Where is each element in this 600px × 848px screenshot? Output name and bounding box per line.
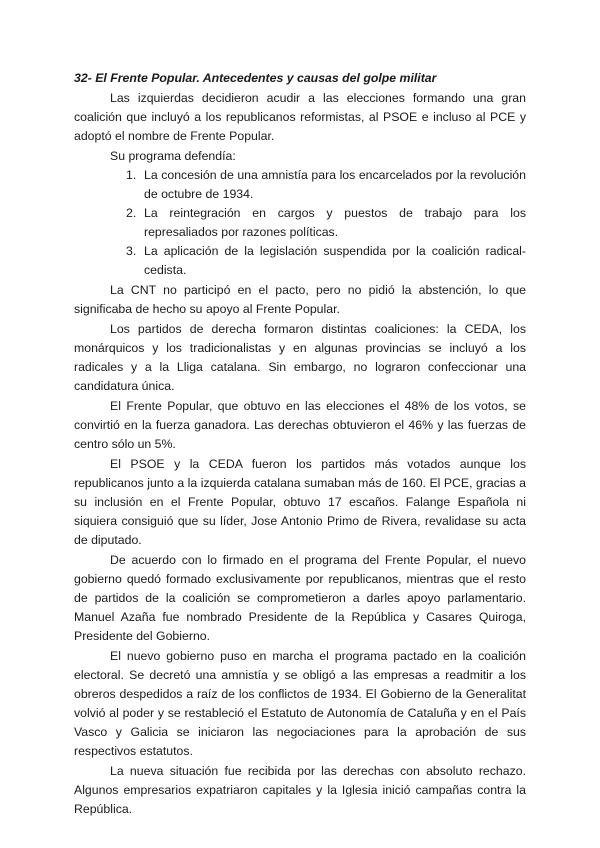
program-item-text: La aplicación de la legislación suspendida por la coalición radical-cedista. — [144, 244, 526, 277]
program-item — [74, 242, 526, 280]
intro-paragraph: Las izquierdas decidieron acudir a las elecciones formando una gran coalición que incluyó a los republicanos reformistas, al PSOE e incluso al PCE y adoptó el nombre de Frente Popular. — [74, 91, 526, 143]
program-lead: Su programa defendía: — [110, 149, 236, 163]
page-title: 32- El Frente Popular. Antecedentes y causas del golpe militar — [74, 71, 437, 85]
program-item-text: La concesión de una amnistía para los encarcelados por la revolución de octubre de 1934. — [144, 168, 526, 201]
paragraph-government-program: El nuevo gobierno puso en marcha el programa pactado en la coalición electoral. Se decretó una amnistía y se obligó a las empresas a readmitir a los obreros despedidos a raíz de los conflictos de 1934. El Gobierno de la Generalitat volvió al poder y se restableció el Estatuto de Autonomía de Cataluña y en el País Vasco y Galicia se iniciaron las negociaciones para la aprobación de sus respectivos estatutos. — [74, 649, 526, 758]
document-page — [74, 69, 526, 820]
paragraph-right-coalitions: Los partidos de derecha formaron distintas coaliciones: la CEDA, los monárquicos y los tradicionalistas y en algunas provincias se incluyó a los radicales y a la Lliga catalana. Sin embargo, no lograron confeccionar una candidatura única. — [74, 322, 526, 393]
program-item-number: 2. — [126, 206, 137, 220]
program-item — [74, 204, 526, 242]
program-item-number: 1. — [126, 168, 137, 182]
paragraph-new-government: De acuerdo con lo firmado en el programa del Frente Popular, el nuevo gobierno quedó formado exclusivamente por republicanos, mientras que el resto de partidos de la coalición se comprometieron a darles apoyo parlamentario. Manuel Azaña fue nombrado Presidente de la República y Casares Quiroga, Presidente del Gobierno. — [74, 553, 526, 643]
paragraph-party-votes: El PSOE y la CEDA fueron los partidos más votados aunque los republicanos junto a la izquierda catalana sumaban más de 160. El PCE, gracias a su inclusión en el Frente Popular, obtuvo 17 escaños. Falange Española ni siquiera consiguió que su líder, Jose Antonio Primo de Rivera, revalidase su acta de diputado. — [74, 457, 526, 547]
program-item — [74, 166, 526, 204]
paragraph-election-results: El Frente Popular, que obtuvo en las elecciones el 48% de los votos, se convirtió en la fuerza ganadora. Las derechas obtuvieron el 46% y las fuerzas de centro sólo un 5%. — [74, 399, 526, 451]
paragraph-right-reaction: La nueva situación fue recibida por las derechas con absoluto rechazo. Algunos empresarios expatriaron capitales y la Iglesia inició campañas contra la República. — [74, 764, 526, 816]
paragraph-cnt: La CNT no participó en el pacto, pero no pidió la abstención, lo que significaba de hecho su apoyo al Frente Popular. — [74, 283, 526, 316]
program-item-number: 3. — [126, 244, 137, 258]
program-list — [74, 166, 526, 280]
program-item-text: La reintegración en cargos y puestos de trabajo para los represaliados por razones políticas. — [144, 206, 526, 239]
